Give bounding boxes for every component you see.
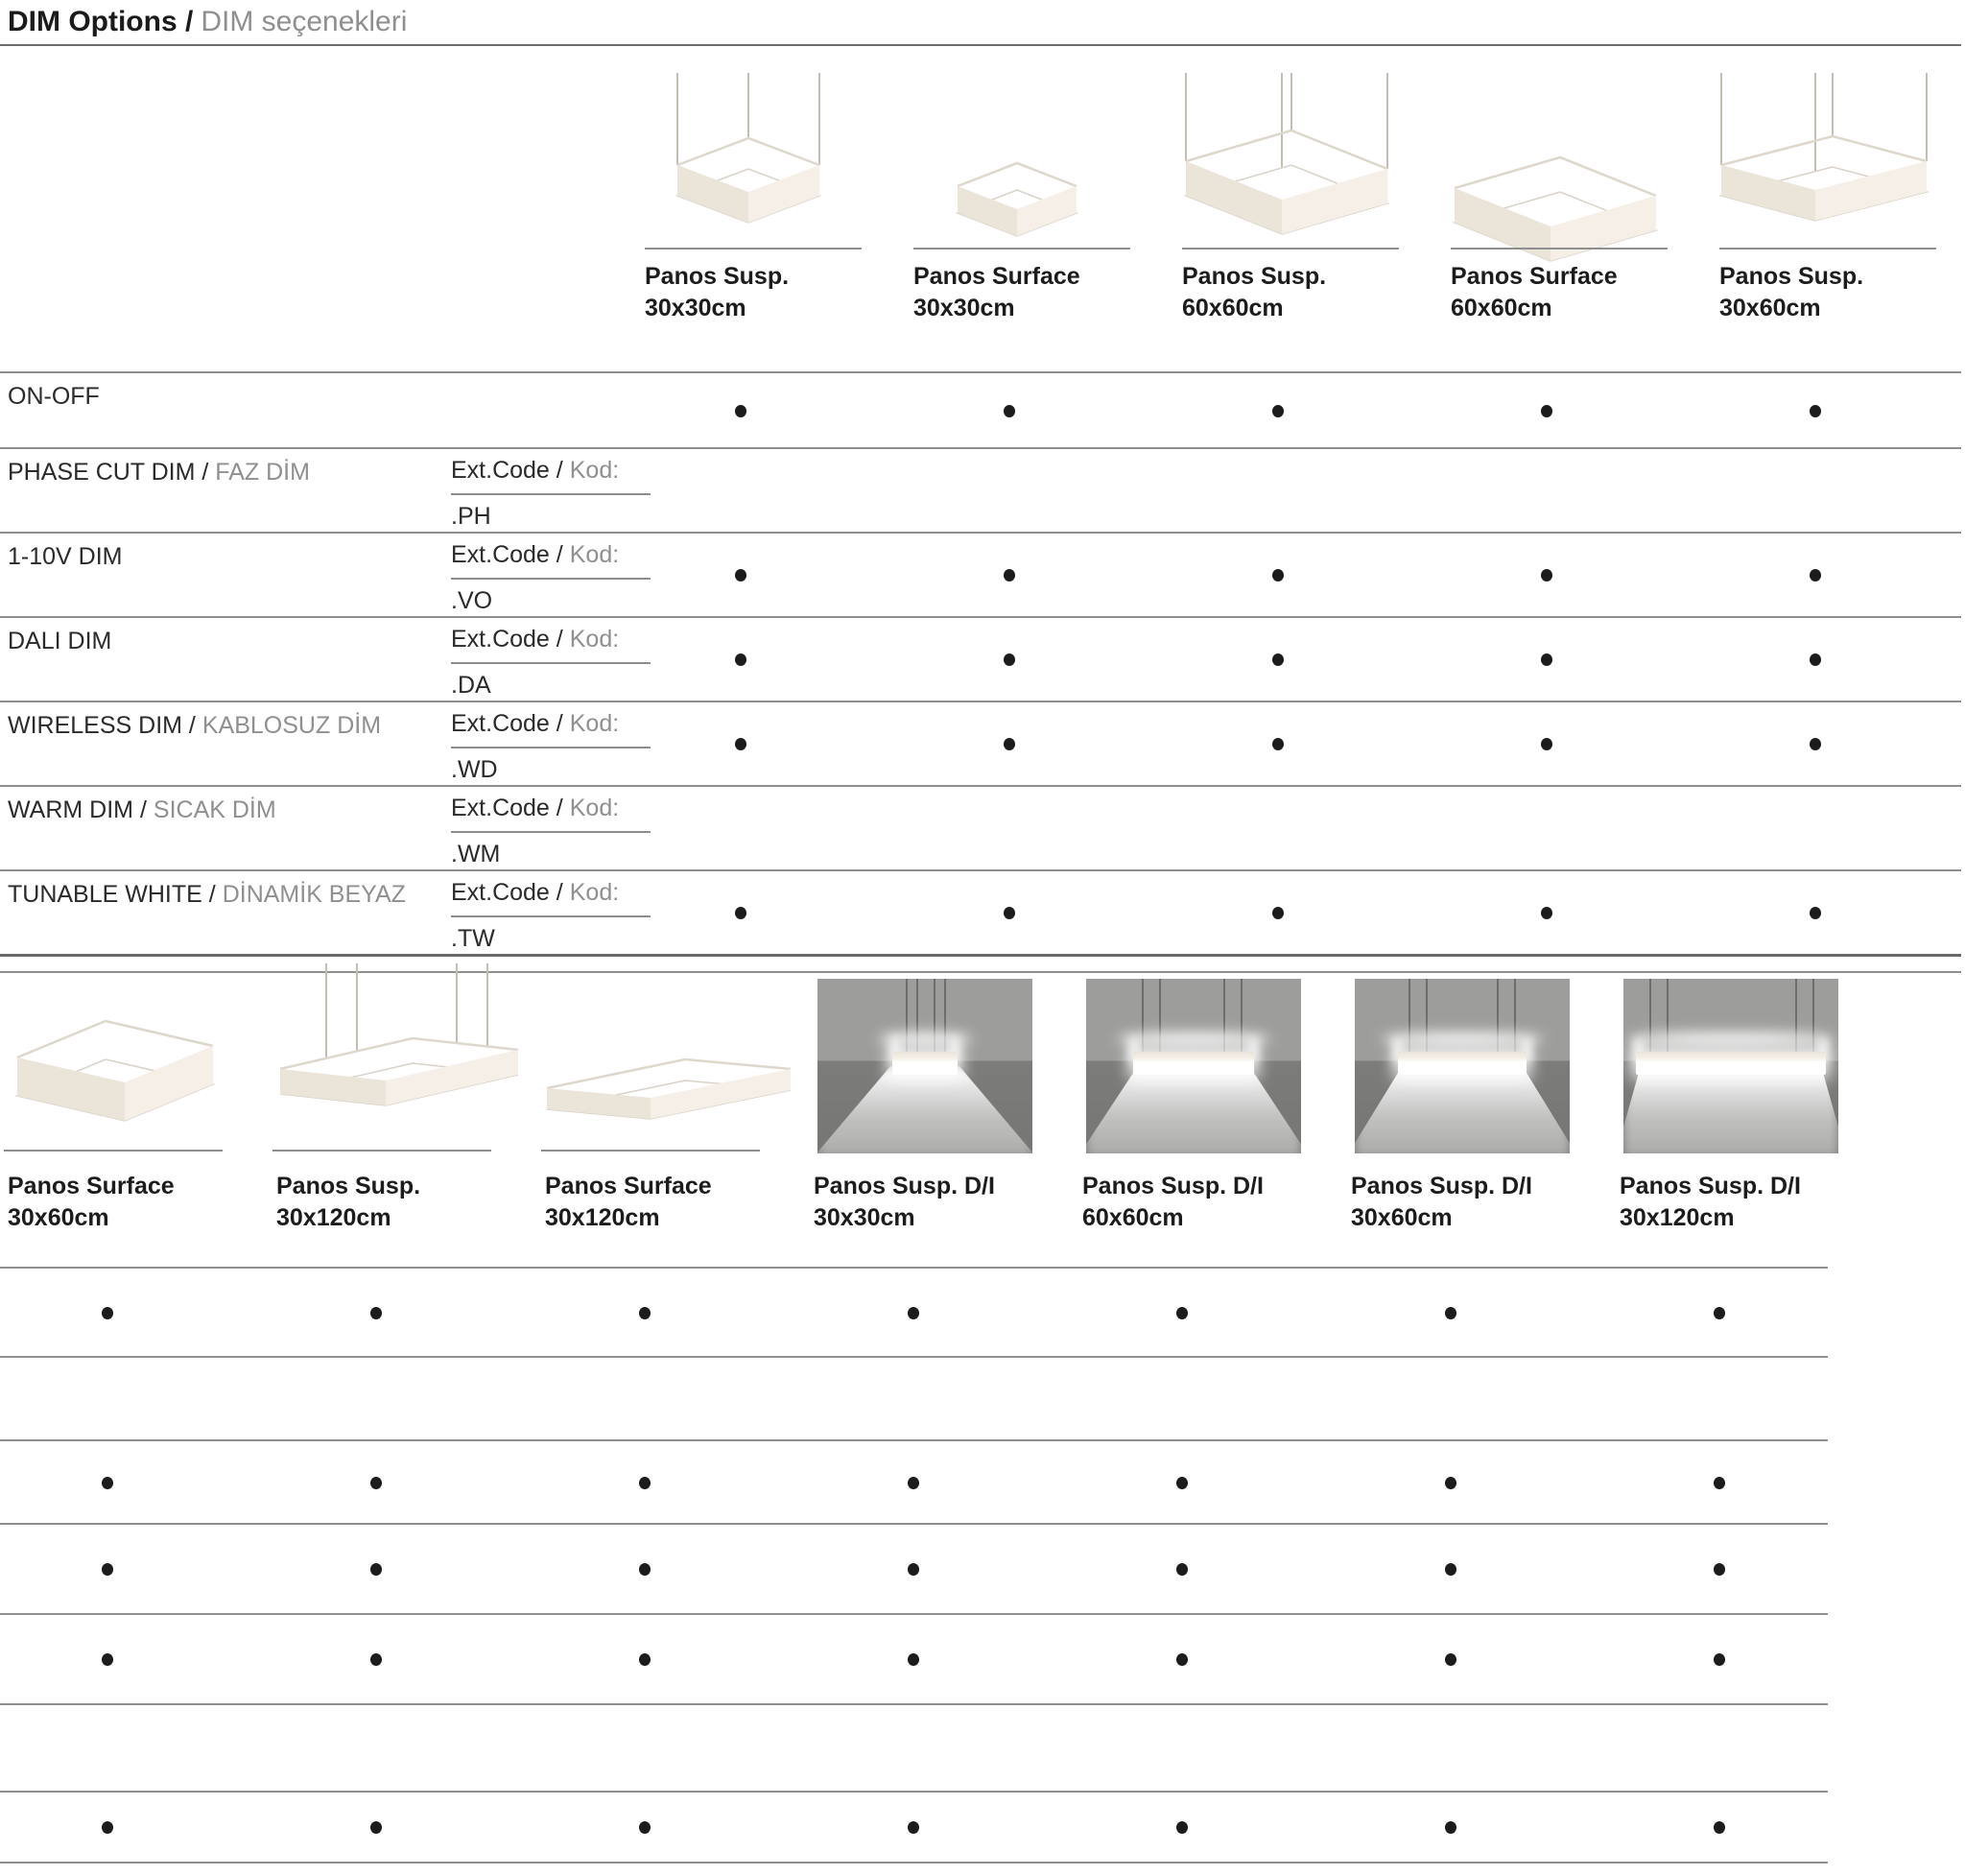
luminaire-image-susp-30x60 [1689,69,1957,275]
ext-code-value: .WM [451,841,501,867]
product-column-susp-di-60x60 [1075,971,1343,1259]
table-row-1-10v-dim [0,532,1961,618]
availability-dot [1272,569,1284,582]
light-cone [817,1066,1032,1153]
availability-dot [1004,738,1015,750]
product-name: Panos Susp. [276,1173,421,1199]
availability-dot [639,1307,651,1319]
table-row-on-off [0,371,1961,449]
product-column-surface-30x30 [883,56,1151,344]
availability-dot [1272,907,1284,919]
availability-dot [370,1477,382,1489]
availability-dot [735,569,746,582]
product-name: Panos Susp. [1719,263,1864,290]
availability-dot [1714,1653,1725,1666]
availability-dot [1445,1821,1456,1834]
ext-code-value: .PH [451,503,491,530]
availability-dot [102,1477,113,1489]
table-row-dali-dim-2 [0,1523,1828,1615]
product-underline [1719,248,1936,249]
page-title-en: DIM Options / [8,6,194,37]
product-size: 60x60cm [1182,295,1284,321]
ext-code-block: Ext.Code / Kod: .WD [451,710,654,784]
product-size: 30x120cm [276,1204,391,1231]
availability-dot [735,405,746,417]
ext-code-value: .DA [451,672,491,699]
luminaire-image-susp-30x30 [614,69,883,275]
availability-dot [639,1563,651,1576]
table-row-wireless-dim [0,701,1961,787]
product-size: 30x30cm [913,295,1015,321]
table-row-tunable-white [0,869,1961,956]
product-photo-susp-di-30x120 [1623,979,1838,1153]
product-name: Panos Surface [1451,263,1618,290]
row-label: TUNABLE WHITE / DİNAMİK BEYAZ [8,881,406,908]
availability-dot [1176,1477,1188,1489]
availability-dot [1272,738,1284,750]
luminaire-image-surface-60x60 [1420,69,1689,275]
product-column-susp-di-30x60 [1343,971,1612,1259]
section-divider-top [0,954,1961,957]
title-divider [0,44,1961,46]
product-underline [913,248,1130,249]
product-name: Panos Surface [545,1173,712,1199]
page-title-tr: DIM seçenekleri [201,6,408,37]
availability-dot [1810,405,1821,417]
product-column-surface-30x120 [537,971,806,1259]
product-column-susp-30x120 [269,971,537,1259]
availability-dot [370,1563,382,1576]
product-photo-susp-di-30x60 [1355,979,1570,1153]
availability-dot [370,1821,382,1834]
availability-dot [908,1653,919,1666]
availability-dot [1272,405,1284,417]
product-underline [4,1150,223,1152]
availability-dot [639,1653,651,1666]
availability-dot [1004,653,1015,666]
availability-dot [1445,1307,1456,1319]
availability-dot [1445,1477,1456,1489]
row-label: DALI DIM [8,628,112,654]
product-underline [541,1150,760,1152]
product-size: 30x120cm [545,1204,660,1231]
product-size: 30x60cm [1351,1204,1453,1231]
product-column-susp-di-30x30 [806,971,1075,1259]
ext-code-value: .TW [451,925,495,952]
product-column-susp-60x60 [1151,56,1420,344]
ext-code-block: Ext.Code / Kod: .TW [451,879,654,953]
product-name: Panos Susp. D/I [1351,1173,1532,1199]
row-label: 1-10V DIM [8,543,123,570]
table-row-phase-cut-dim-2 [0,1356,1828,1441]
row-label: WIRELESS DIM / KABLOSUZ DİM [8,712,382,739]
product-size: 30x60cm [8,1204,109,1231]
product-size: 30x60cm [1719,295,1821,321]
table-row-on-off-2 [0,1267,1828,1358]
availability-dot [1176,1307,1188,1319]
product-name: Panos Susp. D/I [1082,1173,1264,1199]
availability-dot [1445,1563,1456,1576]
availability-dot [1714,1821,1725,1834]
product-size: 30x120cm [1620,1204,1735,1231]
availability-dot [1176,1653,1188,1666]
availability-dot [1541,405,1552,417]
ext-code-underline [451,915,651,917]
availability-dot [1714,1477,1725,1489]
product-column-susp-30x60 [1689,56,1957,344]
ext-code-block: Ext.Code / Kod: .PH [451,457,654,531]
table-row-phase-cut-dim [0,447,1961,534]
availability-dot [1714,1563,1725,1576]
product-name: Panos Susp. [1182,263,1327,290]
ext-code-value: .WD [451,756,498,783]
product-name: Panos Susp. D/I [1620,1173,1801,1199]
table-row-tunable-white-2 [0,1791,1828,1864]
light-cone [1355,1066,1570,1153]
luminaire-panel [1636,1052,1825,1075]
availability-dot [1004,907,1015,919]
product-underline [1182,248,1399,249]
table-row-warm-dim-2 [0,1703,1828,1793]
product-column-susp-30x30 [614,56,883,344]
ext-code-block: Ext.Code / Kod: .DA [451,626,654,700]
table-bottom-border [0,1862,1828,1864]
table-row-wireless-dim-2 [0,1613,1828,1705]
product-underline [272,1150,491,1152]
availability-dot [1272,653,1284,666]
product-column-surface-30x60 [0,971,269,1259]
availability-dot [1810,569,1821,582]
availability-dot [1541,653,1552,666]
table-row-1-10v-dim-2 [0,1439,1828,1525]
availability-dot [908,1477,919,1489]
row-label: PHASE CUT DIM / FAZ DİM [8,459,310,486]
product-column-susp-di-30x120 [1612,971,1881,1259]
row-label: ON-OFF [8,383,100,410]
availability-dot [1445,1653,1456,1666]
product-size: 60x60cm [1451,295,1552,321]
ext-code-underline [451,831,651,833]
ext-code-underline [451,578,651,580]
availability-dot [1004,405,1015,417]
light-cone [1086,1066,1301,1153]
page-title [8,6,407,38]
availability-dot [1541,569,1552,582]
availability-dot [735,653,746,666]
ext-code-underline [451,493,651,495]
luminaire-image-surface-30x120 [537,962,798,1153]
uplight-glow [1381,1033,1544,1045]
availability-dot [1176,1563,1188,1576]
availability-dot [102,1821,113,1834]
availability-dot [102,1563,113,1576]
product-underline [1451,248,1668,249]
availability-dot [1541,738,1552,750]
luminaire-image-susp-60x60 [1151,69,1420,275]
luminaire-panel [892,1052,957,1075]
availability-dot [1541,907,1552,919]
availability-dot [1810,907,1821,919]
product-size: 30x30cm [814,1204,915,1231]
availability-dot [102,1653,113,1666]
ext-code-underline [451,747,651,748]
luminaire-image-surface-30x30 [883,69,1151,275]
availability-dot [639,1477,651,1489]
product-size: 30x30cm [645,295,746,321]
availability-dot [735,738,746,750]
luminaire-image-susp-30x120 [269,962,530,1153]
product-size: 60x60cm [1082,1204,1184,1231]
product-underline [645,248,862,249]
availability-dot [908,1307,919,1319]
availability-dot [1810,653,1821,666]
availability-dot [370,1307,382,1319]
uplight-glow [1627,1033,1834,1045]
product-name: Panos Susp. [645,263,790,290]
product-name: Panos Susp. D/I [814,1173,995,1199]
ext-code-block: Ext.Code / Kod: .VO [451,541,654,615]
light-cone [1623,1066,1838,1153]
product-column-surface-60x60 [1420,56,1689,344]
availability-dot [1176,1821,1188,1834]
product-photo-susp-di-60x60 [1086,979,1301,1153]
luminaire-panel [1133,1052,1253,1075]
ext-code-underline [451,662,651,664]
table-row-warm-dim [0,785,1961,871]
table-row-dali-dim [0,616,1961,702]
availability-dot [639,1821,651,1834]
availability-dot [908,1563,919,1576]
luminaire-image-surface-30x60 [0,962,261,1153]
luminaire-panel [1398,1052,1527,1075]
product-name: Panos Surface [8,1173,175,1199]
product-name: Panos Surface [913,263,1080,290]
availability-dot [1004,569,1015,582]
availability-dot [1714,1307,1725,1319]
ext-code-value: .VO [451,587,493,614]
uplight-glow [1116,1033,1270,1045]
product-photo-susp-di-30x30 [817,979,1032,1153]
availability-dot [735,907,746,919]
availability-dot [908,1821,919,1834]
availability-dot [1810,738,1821,750]
row-label: WARM DIM / SICAK DİM [8,796,276,823]
ext-code-block: Ext.Code / Kod: .WM [451,795,654,868]
availability-dot [370,1653,382,1666]
availability-dot [102,1307,113,1319]
